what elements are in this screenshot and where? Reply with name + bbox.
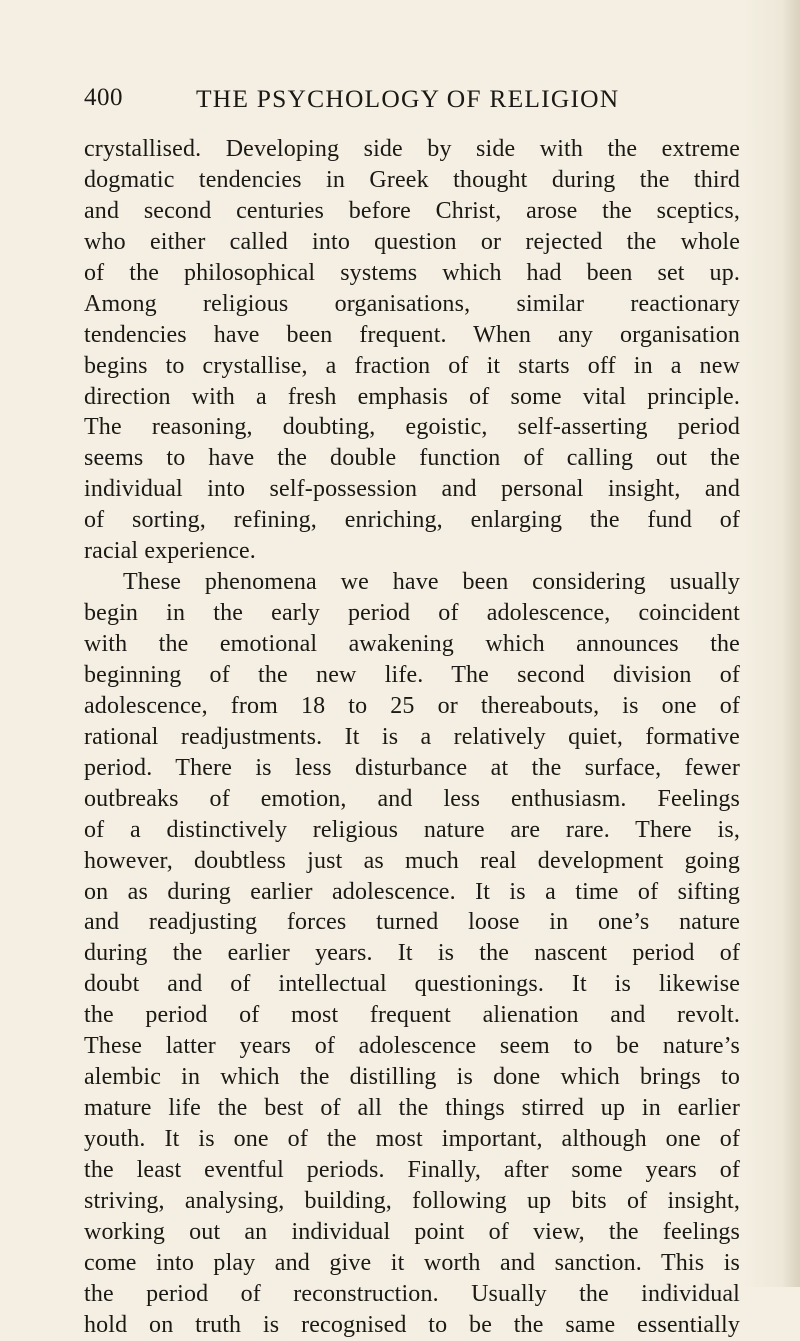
text-line: with the emotional awakening which announces the — [84, 631, 740, 657]
text-line: racial experience. — [84, 538, 256, 565]
body-text — [84, 134, 740, 1341]
text-line: hold on truth is recognised to be the same essentially — [84, 1311, 740, 1338]
text-line: Among religious organisations, similar reactionary — [84, 290, 740, 317]
text-line: on as during earlier adolescence. It is a time of sifting — [84, 878, 740, 905]
text-line: the period of most frequent alienation and revolt. — [84, 1002, 740, 1029]
text-line: striving, analysing, building, following up bits of insight, — [84, 1187, 740, 1214]
text-line: begins to crystallise, a fraction of it starts off in a new — [84, 352, 740, 379]
text-line: alembic in which the distilling is done which brings to — [84, 1064, 740, 1091]
text-line: during the earlier years. It is the nascent period of — [84, 940, 740, 967]
text-line: mature life the best of all the things stirred up in earlier — [84, 1095, 740, 1122]
text-line: of a distinctively religious nature are rare. There is, — [84, 816, 740, 843]
text-line: working out an individual point of view, the feelings — [84, 1218, 740, 1245]
text-line: beginning of the new life. The second division of — [84, 661, 740, 688]
page-header — [84, 84, 724, 120]
text-line: of sorting, refining, enriching, enlarging the fund of — [84, 507, 740, 534]
text-line: dogmatic tendencies in Greek thought during the third — [84, 166, 740, 193]
text-line: doubt and of intellectual questionings. It is likewise — [84, 971, 740, 998]
text-line: These phenomena we have been considering usually — [123, 569, 740, 596]
text-line: begin in the early period of adolescence, coincident — [84, 600, 740, 627]
text-line: and readjusting forces turned loose in one’s nature — [84, 909, 740, 936]
text-line: who either called into question or rejected the whole — [84, 228, 740, 255]
text-line: come into play and give it worth and sanction. This is — [84, 1249, 740, 1276]
text-line: direction with a fresh emphasis of some vital principle. — [84, 383, 740, 410]
text-line: and second centuries before Christ, arose the sceptics, — [84, 197, 740, 224]
text-line: seems to have the double function of calling out the — [84, 445, 740, 472]
text-line: These latter years of adolescence seem to be nature’s — [84, 1033, 740, 1060]
text-line: of the philosophical systems which had been set up. — [84, 259, 740, 286]
text-line: rational readjustments. It is a relatively quiet, formative — [84, 723, 740, 750]
text-line: the least eventful periods. Finally, after some years of — [84, 1156, 740, 1183]
text-line: however, doubtless just as much real development going — [84, 847, 740, 874]
text-line: period. There is less disturbance at the surface, fewer — [84, 754, 740, 781]
page-edge-shadow — [782, 0, 800, 1287]
running-head: THE PSYCHOLOGY OF RELIGION — [196, 84, 620, 113]
text-line: The reasoning, doubting, egoistic, self-asserting period — [84, 414, 740, 441]
text-line: outbreaks of emotion, and less enthusiasm. Feelings — [84, 785, 740, 812]
text-line: crystallised. Developing side by side with the extreme — [84, 136, 740, 162]
text-line: adolescence, from 18 to 25 or thereabouts, is one of — [84, 692, 740, 719]
text-line: youth. It is one of the most important, although one of — [84, 1126, 740, 1152]
text-line: the period of reconstruction. Usually the individual — [84, 1280, 740, 1307]
text-line: individual into self-possession and personal insight, and — [84, 476, 740, 503]
text-line: tendencies have been frequent. When any organisation — [84, 321, 740, 348]
page-number: 400 — [84, 84, 123, 111]
